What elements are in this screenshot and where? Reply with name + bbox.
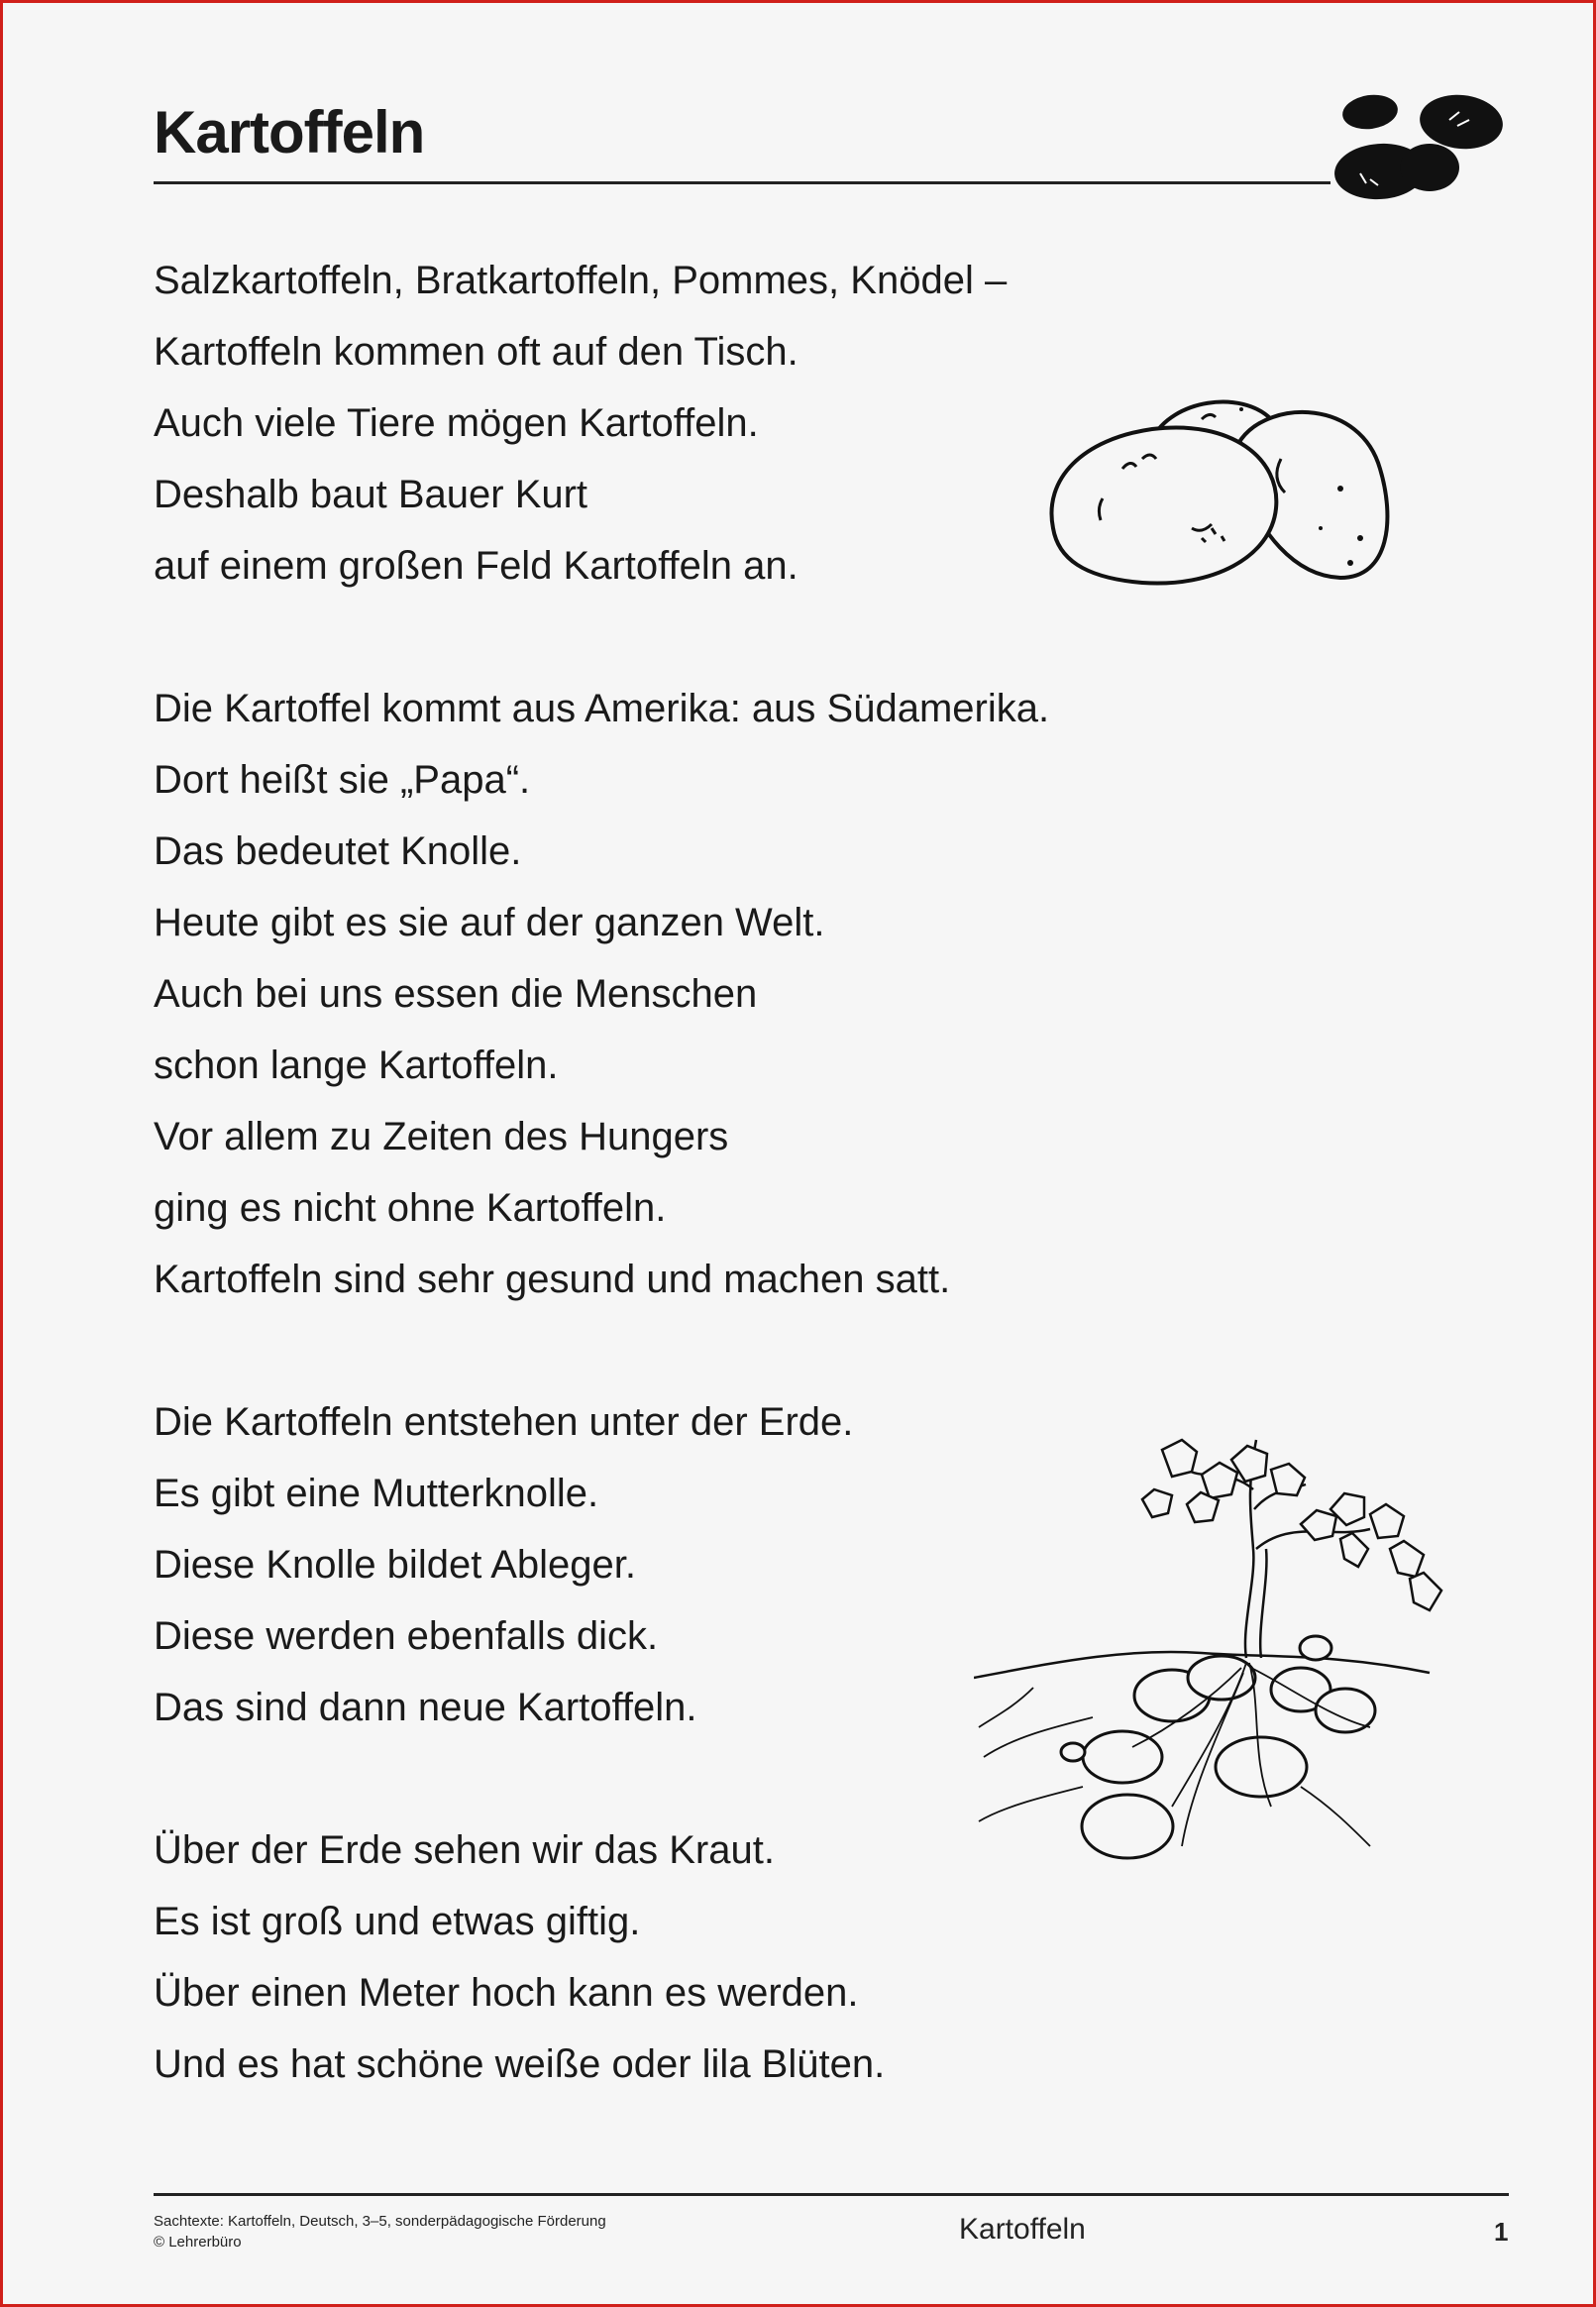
text-line: Es gibt eine Mutterknolle. bbox=[154, 1472, 599, 1515]
text-line: Dort heißt sie „Papa“. bbox=[154, 758, 531, 802]
paragraph-1 bbox=[154, 245, 1007, 602]
text-line: Über der Erde sehen wir das Kraut. bbox=[154, 1828, 775, 1872]
text-line: Salzkartoffeln, Bratkartoffeln, Pommes, Knödel – bbox=[154, 259, 1008, 302]
paragraph-2 bbox=[154, 673, 1049, 1315]
text-line: Diese werden ebenfalls dick. bbox=[154, 1614, 659, 1658]
header-potatoes-icon bbox=[1330, 90, 1509, 204]
text-line: Die Kartoffel kommt aus Amerika: aus Südamerika. bbox=[154, 687, 1050, 730]
footer-title: Kartoffeln bbox=[959, 2213, 1086, 2246]
potatoes-illustration bbox=[1043, 380, 1410, 588]
text-line: ging es nicht ohne Kartoffeln. bbox=[154, 1186, 667, 1230]
text-line: Es ist groß und etwas giftig. bbox=[154, 1900, 641, 1943]
text-line: Und es hat schöne weiße oder lila Blüten. bbox=[154, 2042, 886, 2086]
text-line: Die Kartoffeln entstehen unter der Erde. bbox=[154, 1400, 854, 1444]
text-line: Auch bei uns essen die Menschen bbox=[154, 972, 758, 1016]
text-line: schon lange Kartoffeln. bbox=[154, 1044, 559, 1087]
text-line: Das sind dann neue Kartoffeln. bbox=[154, 1686, 697, 1729]
title-divider bbox=[154, 181, 1330, 184]
text-line: Kartoffeln kommen oft auf den Tisch. bbox=[154, 330, 798, 374]
footer-divider bbox=[154, 2193, 1509, 2196]
text-line: Heute gibt es sie auf der ganzen Welt. bbox=[154, 901, 825, 944]
text-line: Deshalb baut Bauer Kurt bbox=[154, 473, 588, 516]
paragraph-3 bbox=[154, 1386, 853, 1743]
footer-copyright: © Lehrerbüro bbox=[154, 2234, 242, 2251]
text-line: Das bedeutet Knolle. bbox=[154, 829, 522, 873]
footer-source-line: Sachtexte: Kartoffeln, Deutsch, 3–5, sonderpädagogische Förderung bbox=[154, 2213, 606, 2230]
text-line: Diese Knolle bildet Ableger. bbox=[154, 1543, 636, 1587]
text-line: Vor allem zu Zeiten des Hungers bbox=[154, 1115, 729, 1158]
text-line: Über einen Meter hoch kann es werden. bbox=[154, 1971, 859, 2015]
page-number: 1 bbox=[1494, 2217, 1509, 2247]
text-line: Auch viele Tiere mögen Kartoffeln. bbox=[154, 401, 759, 445]
text-line: Kartoffeln sind sehr gesund und machen satt. bbox=[154, 1258, 951, 1301]
potato-plant-illustration bbox=[974, 1430, 1469, 1866]
paragraph-4 bbox=[154, 1814, 885, 2100]
worksheet-page bbox=[3, 3, 1593, 2304]
footer-source bbox=[154, 2211, 606, 2252]
text-line: auf einem großen Feld Kartoffeln an. bbox=[154, 544, 798, 588]
page-title: Kartoffeln bbox=[154, 99, 425, 165]
